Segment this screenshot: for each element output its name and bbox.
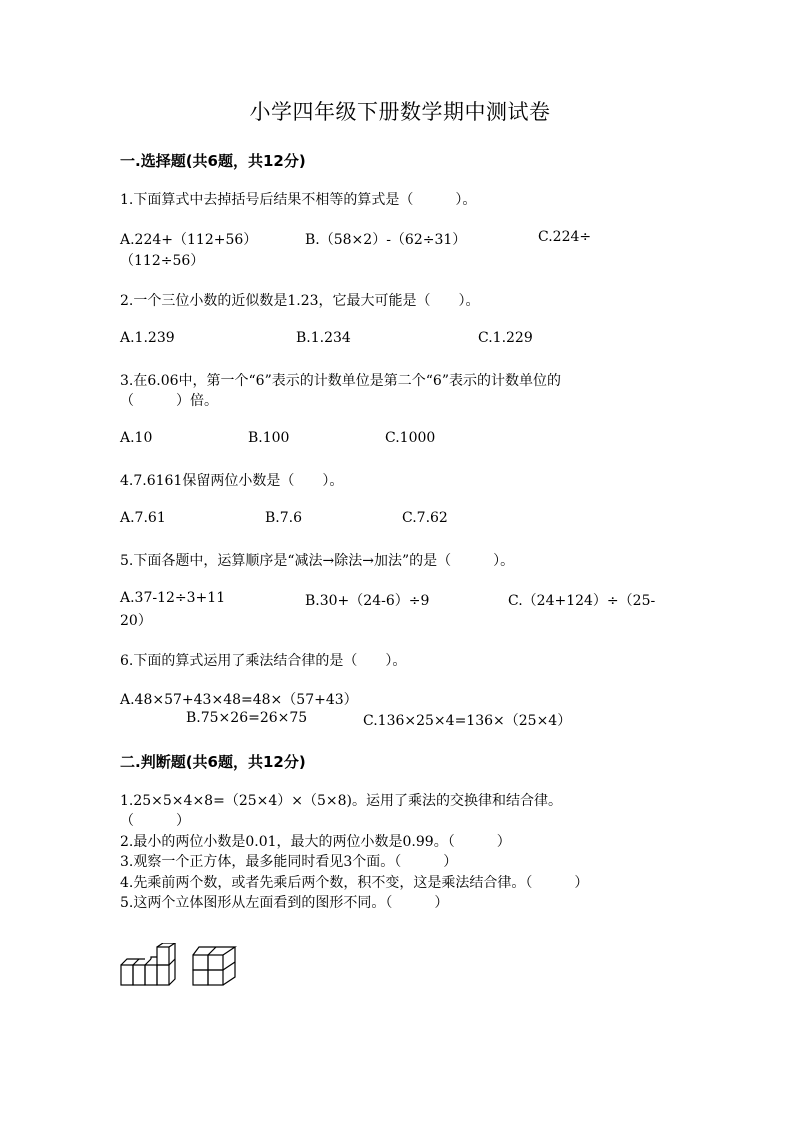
question-3-option-a: A.10 <box>120 430 153 446</box>
question-5-option-c: C.（24+124）÷（25- <box>508 593 656 609</box>
cube-figures <box>120 943 250 989</box>
section-heading-judgment: 二.判断题(共6题，共12分) <box>120 753 306 771</box>
question-1-option-b: B.（58×2）-（62÷31） <box>305 232 467 248</box>
tf-question-1-blank: （ ） <box>120 813 190 829</box>
question-3-option-b: B.100 <box>248 430 290 446</box>
question-3-stem: 3.在6.06中，第一个“6”表示的计数单位是第二个“6”表示的计数单位的 <box>120 373 561 389</box>
cube-figure-right <box>193 947 235 985</box>
question-5-option-c-cont: 20） <box>120 613 152 629</box>
page-title: 小学四年级下册数学期中测试卷 <box>249 100 551 124</box>
tf-question-2: 2.最小的两位小数是0.01，最大的两位小数是0.99。（ ） <box>120 834 511 850</box>
question-4-option-b: B.7.6 <box>265 510 303 526</box>
question-3-stem-cont: （ ）倍。 <box>120 393 218 409</box>
question-6-option-b: B.75×26=26×75 <box>186 710 308 726</box>
tf-question-5: 5.这两个立体图形从左面看到的图形不同。（ ） <box>120 895 449 911</box>
tf-question-4: 4.先乘前两个数，或者先乘后两个数，积不变，这是乘法结合律。（ ） <box>120 875 589 891</box>
question-2-option-a: A.1.239 <box>120 330 175 346</box>
cube-figure-left <box>121 943 175 985</box>
section-heading-choice: 一.选择题(共6题，共12分) <box>120 152 306 170</box>
question-2-option-c: C.1.229 <box>478 330 533 346</box>
question-1-option-c-cont: （112÷56） <box>120 253 205 269</box>
question-2-stem: 2.一个三位小数的近似数是1.23，它最大可能是（ ）。 <box>120 293 480 309</box>
question-4-option-a: A.7.61 <box>120 510 166 526</box>
question-5-option-b: B.30+（24-6）÷9 <box>305 593 430 609</box>
question-4-option-c: C.7.62 <box>402 510 448 526</box>
question-5-option-a: A.37-12÷3+11 <box>120 590 226 606</box>
question-6-option-c: C.136×25×4=136×（25×4） <box>363 713 572 729</box>
question-1-option-a: A.224+（112+56） <box>120 232 258 248</box>
question-1-option-c: C.224÷ <box>538 229 592 245</box>
tf-question-3: 3.观察一个正方体，最多能同时看见3个面。（ ） <box>120 854 458 870</box>
question-2-option-b: B.1.234 <box>296 330 351 346</box>
question-5-stem: 5.下面各题中，运算顺序是“减法→除法→加法”的是（ ）。 <box>120 553 515 569</box>
question-6-option-a: A.48×57+43×48=48×（57+43） <box>120 692 358 708</box>
question-3-option-c: C.1000 <box>385 430 436 446</box>
question-1-stem: 1.下面算式中去掉括号后结果不相等的算式是（ ）。 <box>120 192 477 208</box>
question-6-stem: 6.下面的算式运用了乘法结合律的是（ ）。 <box>120 653 407 669</box>
question-4-stem: 4.7.6161保留两位小数是（ ）。 <box>120 473 344 489</box>
tf-question-1: 1.25×5×4×8=（25×4）×（5×8)。运用了乘法的交换律和结合律。 <box>120 793 563 809</box>
